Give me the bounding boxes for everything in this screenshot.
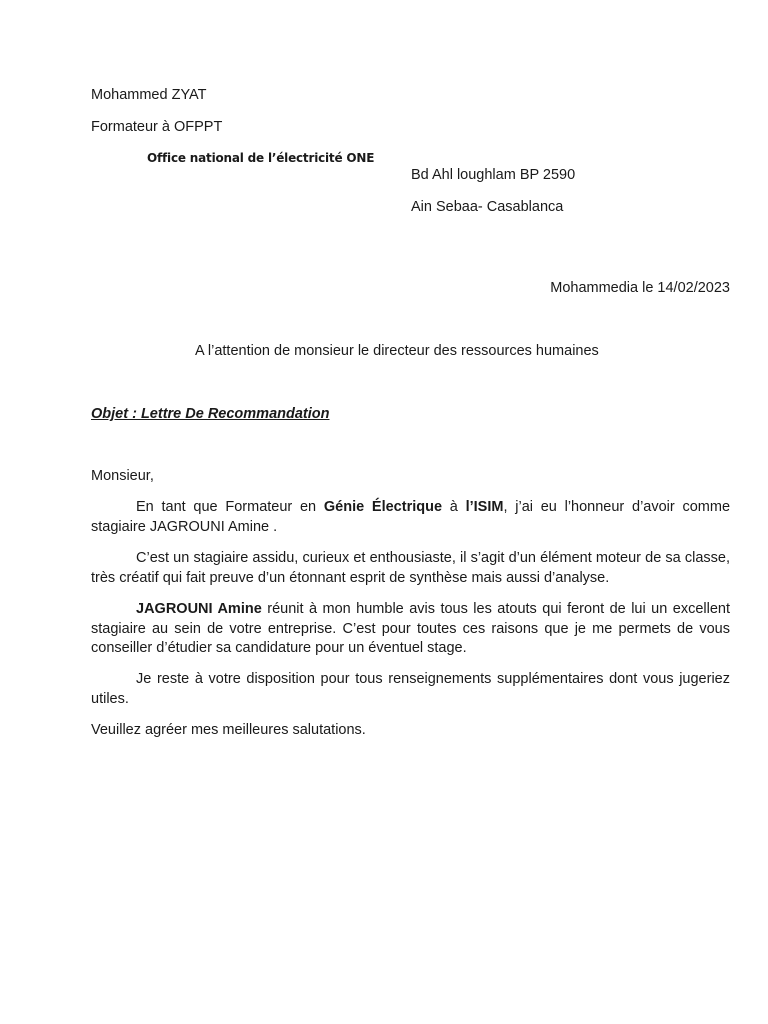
closing-line: Veuillez agréer mes meilleures salutations. bbox=[91, 722, 366, 738]
salutation: Monsieur, bbox=[91, 468, 154, 484]
paragraph-3-name: JAGROUNI Amine bbox=[136, 601, 262, 617]
paragraph-2: C’est un stagiaire assidu, curieux et enthousiaste, il s’agit d’un élément moteur de sa classe, très créatif qui fait preuve d’un étonnant esprit de synthèse mais aussi d’analyse. bbox=[91, 550, 730, 586]
subject-line: Objet : Lettre De Recommandation bbox=[91, 406, 330, 422]
paragraph-3-text: réunit à mon humble avis tous les atouts qui feront de lui un excellent stagiaire au sein de votre entreprise. C’est pour toutes ces raisons que je me permets de vous conseiller d’étudier sa candidature pour un éventuel stage. bbox=[91, 601, 730, 656]
date-line: Mohammedia le 14/02/2023 bbox=[550, 280, 730, 296]
paragraph-1-end: , j’ai eu l’honneur d’avoir comme stagiaire JAGROUNI Amine . bbox=[91, 499, 731, 535]
paragraph-4: Je reste à votre disposition pour tous renseignements supplémentaires dont vous jugeriez utiles. bbox=[91, 671, 730, 707]
recipient-address-line2: Ain Sebaa- Casablanca bbox=[411, 199, 564, 215]
paragraph-1-field: Génie Électrique bbox=[323, 499, 443, 515]
paragraph-1-intro: En tant que Formateur en bbox=[136, 499, 324, 515]
attention-line: A l’attention de monsieur le directeur des ressources humaines bbox=[195, 343, 599, 359]
sender-role: Formateur à OFPPT bbox=[91, 119, 223, 135]
recipient-organization: Office national de l’électricité ONE bbox=[147, 151, 375, 165]
recipient-address-line1: Bd Ahl loughlam BP 2590 bbox=[411, 167, 576, 183]
sender-name: Mohammed ZYAT bbox=[91, 87, 207, 103]
paragraph-1-school: l’ISIM bbox=[465, 499, 504, 515]
paragraph-1 bbox=[91, 498, 730, 537]
paragraph-3 bbox=[91, 600, 730, 659]
paragraph-1-middle: à bbox=[442, 499, 466, 515]
